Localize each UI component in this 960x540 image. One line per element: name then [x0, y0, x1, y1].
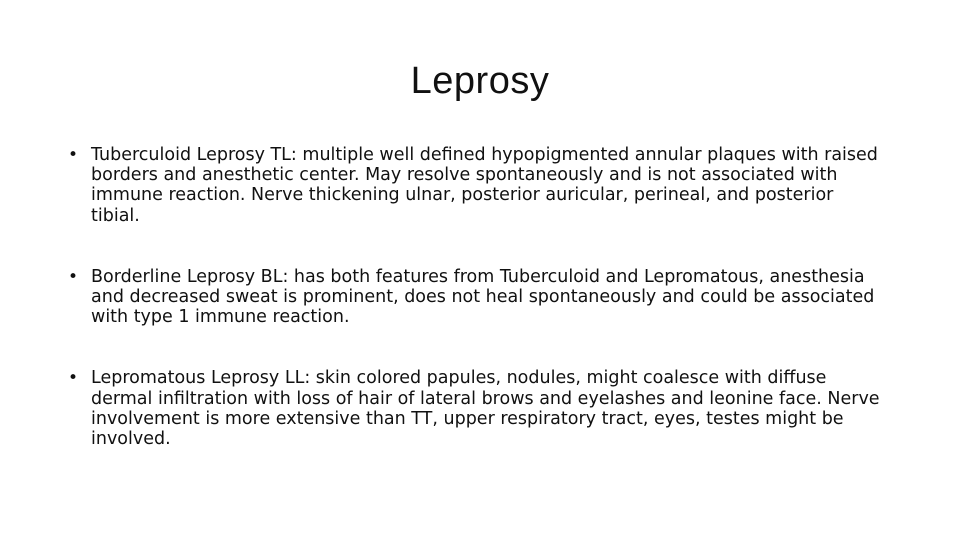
bullet-marker: •: [68, 266, 79, 287]
bullet-marker: •: [68, 368, 79, 389]
bullet-list: [66, 145, 886, 449]
bullet-text: Borderline Leprosy BL: has both features from Tuberculoid and Lepromatous, anesthesia and decreased sweat is prominent, does not heal spontaneously and could be associated with type 1 immune reaction.: [91, 266, 875, 328]
bullet-item-borderline: [66, 267, 886, 328]
bullet-text: Lepromatous Leprosy LL: skin colored papules, nodules, might coalesce with diffuse dermal infiltration with loss of hair of lateral brows and eyelashes and leonine face. Nerve involvement is more extensive than TT, upper respiratory tract, eyes, testes might be involved.: [91, 368, 880, 450]
bullet-marker: •: [68, 145, 79, 165]
bullet-item-tuberculoid: [66, 145, 886, 226]
bullet-item-lepromatous: [66, 368, 886, 449]
slide-title: Leprosy: [410, 60, 550, 102]
bullet-text: Tuberculoid Leprosy TL: multiple well defined hypopigmented annular plaques with raised borders and anesthetic center. May resolve spontaneously and is not associated with immune reaction. Nerve thickening ulnar, posterior auricular, perineal, and posterior tibial.: [91, 145, 878, 226]
